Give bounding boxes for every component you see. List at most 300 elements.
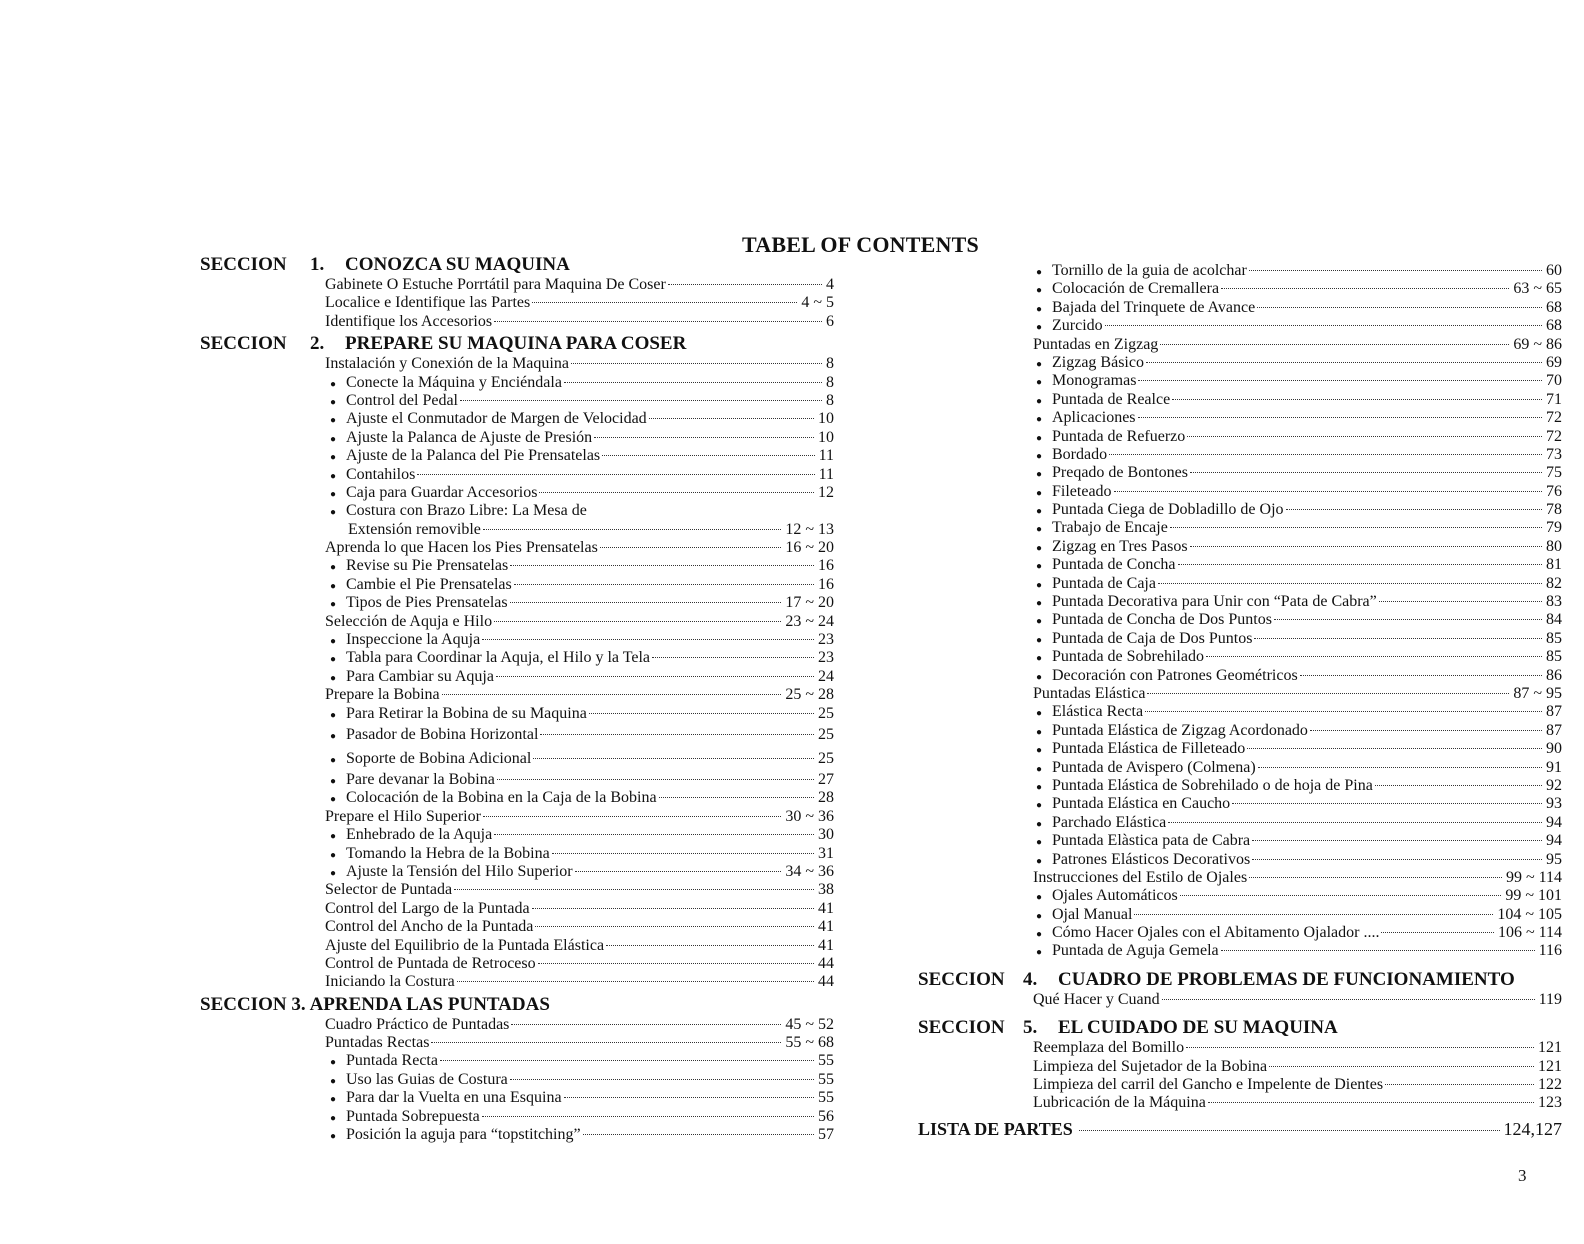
toc-entry-page: 121 [1538,1039,1562,1057]
toc-right-column [918,262,1562,1143]
toc-entry-label: Para Cambiar su Aquja [346,667,494,685]
dot-leader [494,833,814,835]
toc-entry-label: Inspeccione la Aquja [346,631,481,649]
toc-entry [918,1076,1562,1094]
toc-entry [918,1094,1562,1112]
bullet-icon: ● [330,470,337,482]
toc-entry [918,906,1562,924]
toc-entry-page: 72 [1546,409,1562,427]
toc-entry-page: 121 [1538,1057,1562,1075]
toc-entry-label: Puntada de Aguja Gemela [1052,942,1219,960]
dot-leader [540,733,814,735]
toc-entry-label: Tipos de Pies Prensatelas [346,594,508,612]
toc-entry [200,881,834,899]
bullet-icon: ● [330,794,337,806]
toc-entry-label: Ajuste la Palanca de Ajuste de Presión [346,428,593,446]
toc-entry-page: 25 [818,704,834,722]
dot-leader [483,815,781,817]
toc-entry-label: Puntada de Realce [1052,390,1171,408]
toc-entry-page: 68 [1546,317,1562,335]
toc-entry [200,918,834,936]
dot-leader [494,320,822,322]
toc-entry-page: 104 ~ 105 [1497,905,1562,923]
toc-entry-page: 55 [818,1052,834,1070]
toc-entry-label: Control del Ancho de la Puntada [325,918,534,936]
toc-entry-label: Colocación de Cremallera [1052,280,1220,298]
bullet-icon: ● [330,709,337,721]
bullet-icon: ● [1036,395,1043,407]
toc-entry-page: 45 ~ 52 [785,1015,834,1033]
toc-entry-page: 86 [1546,666,1562,684]
dot-leader [1138,416,1542,418]
bullet-icon: ● [1036,267,1043,278]
toc-entry-label: Reemplaza del Bomillo [1033,1039,1185,1057]
toc-entry-label: Puntada de Concha [1052,556,1176,574]
dot-leader [564,1096,814,1098]
toc-entry-page: 25 [818,725,834,743]
toc-entry-page: 11 [818,447,834,465]
toc-entry [918,924,1562,942]
toc-entry [918,336,1562,354]
toc-entry [200,374,834,392]
bullet-icon: ● [330,831,337,843]
toc-entry [200,955,834,973]
dot-leader [1105,324,1542,326]
dot-leader [510,601,782,603]
toc-entry [918,501,1562,519]
toc-entry [200,355,834,373]
toc-entry-label: Control de Puntada de Retroceso [325,954,536,972]
dot-leader [1180,894,1502,896]
bullet-icon: ● [330,396,337,408]
section-number: 5. [1023,1017,1038,1039]
toc-entry [918,483,1562,501]
toc-entry-label: Puntada de Refuerzo [1052,427,1186,445]
bullet-icon: ● [1036,929,1043,941]
toc-entry [918,832,1562,850]
toc-entry-label: Parchado Elástica [1052,813,1167,831]
toc-entry [200,1108,834,1126]
toc-entry [200,1034,834,1052]
bullet-icon: ● [330,580,337,592]
toc-entry-page: 28 [818,789,834,807]
toc-entry-page: 55 [818,1089,834,1107]
toc-entry-label: Uso las Guias de Costura [346,1070,508,1088]
toc-entry-page: 4 [826,276,834,293]
toc-entry-label: Extensión removible [348,520,481,538]
section-entries [200,276,834,331]
toc-entry-label: Ajuste de la Palanca del Pie Prensatelas [346,447,601,465]
toc-entry-label: Posición la aguja para “topstitching” [346,1126,581,1144]
toc-entry [918,372,1562,390]
bullet-icon: ● [330,452,337,464]
dot-leader [457,980,814,982]
dot-leader [1385,1083,1534,1085]
toc-entry-label: Limpieza del Sujetador de la Bobina [1033,1057,1268,1075]
toc-entry-page: 10 [818,428,834,446]
toc-entry [918,593,1562,611]
toc-entry-page: 85 [1546,629,1562,647]
toc-entry [200,613,834,631]
section-number: 1. [310,254,325,275]
dot-leader [1172,398,1542,400]
toc-entry [918,814,1562,832]
toc-entry [918,354,1562,372]
dot-leader [1232,802,1542,804]
toc-entry [200,447,834,465]
toc-entry-page: 30 [818,826,834,844]
toc-entry-page: 94 [1546,832,1562,850]
bullet-icon: ● [1036,377,1043,389]
dot-leader [1381,931,1493,933]
toc-entry [200,808,834,826]
dot-leader [1170,526,1542,528]
toc-entry-page: 94 [1546,813,1562,831]
toc-entry-page: 91 [1546,758,1562,776]
dot-leader [1190,545,1542,547]
toc-entry-page: 55 ~ 68 [785,1034,834,1052]
bullet-icon: ● [330,415,337,427]
toc-entry [200,747,834,771]
toc-entry-page: 81 [1546,556,1562,574]
toc-entry-label: Localice e Identifique las Partes [325,294,531,312]
toc-entry-label: Puntada Recta [346,1052,438,1070]
toc-entry-page: 24 [818,667,834,685]
toc-entry-page: 95 [1546,850,1562,868]
bullet-icon: ● [1036,947,1043,959]
toc-entry-page: 34 ~ 36 [785,862,834,880]
toc-entry-label: Ajuste la Tensión del Hilo Superior [346,862,573,880]
dot-leader [538,962,814,964]
toc-entry-label: Puntadas en Zigzag [1033,335,1159,353]
dot-leader [1249,876,1502,878]
dot-leader [552,852,814,854]
dot-leader [1114,490,1542,492]
dot-leader [1160,343,1509,345]
dot-leader [454,888,814,890]
dot-leader [535,925,814,927]
section-heading [918,969,1562,991]
bullet-icon: ● [1036,469,1043,481]
toc-entry-label: Contahilos [346,465,416,483]
dot-leader [532,907,814,909]
dot-leader [510,564,814,566]
toc-entry-label: Puntada de Avispero (Colmena) [1052,758,1256,776]
toc-entry [918,630,1562,648]
bullet-icon: ● [330,433,337,445]
toc-entry [918,1058,1562,1076]
dot-leader [1221,949,1535,951]
bullet-icon: ● [1036,414,1043,426]
toc-entry-label: Para Retirar la Bobina de su Maquina [346,704,587,722]
dot-leader [1168,821,1542,823]
toc-entry-label: Control del Pedal [346,391,458,409]
bullet-icon: ● [1036,855,1043,867]
toc-entry-page: 70 [1546,372,1562,390]
bullet-icon: ● [1036,542,1043,554]
toc-entry-label: Puntada de Caja de Dos Puntos [1052,629,1253,647]
bullet-icon: ● [1036,616,1043,628]
bullet-icon: ● [1036,671,1043,683]
toc-entry-page: 99 ~ 114 [1505,868,1562,886]
dot-leader [1109,453,1542,455]
toc-entry-page: 63 ~ 65 [1513,280,1562,298]
toc-entry-page: 83 [1546,593,1562,611]
toc-entry-page: 12 ~ 13 [785,520,834,538]
dot-leader [1310,729,1542,731]
toc-entry [918,685,1562,703]
bullet-icon: ● [1036,487,1043,499]
dot-leader [497,778,814,780]
toc-entry-label: Decoración con Patrones Geométricos [1052,666,1298,684]
dot-leader [583,1133,814,1135]
dot-leader [482,1115,814,1117]
toc-entry-page: 10 [818,410,834,428]
toc-entry-page: 72 [1546,427,1562,445]
toc-entry-page: 87 ~ 95 [1513,684,1562,702]
dot-leader [1375,784,1542,786]
section-label: SECCION [200,333,287,355]
toc-entry-page: 38 [818,881,834,899]
toc-entry-label: Preqado de Bontones [1052,464,1188,482]
toc-entry-page: 57 [818,1126,834,1144]
toc-entry [200,900,834,918]
section-label: SECCION 3. [200,993,306,1015]
toc-entry-page: 80 [1546,537,1562,555]
dot-leader [594,436,814,438]
section-title: EL CUIDADO DE SU MAQUINA [1058,1017,1338,1039]
dot-leader [1079,1129,1500,1131]
toc-entry-label: Puntadas Rectas [325,1034,430,1052]
dot-leader [1286,508,1542,510]
bullet-icon: ● [330,488,337,500]
toc-entry-label: Pare devanar la Bobina [346,770,495,788]
parts-list-entry [918,1119,1562,1143]
dot-leader [1208,1101,1534,1103]
toc-entry [918,991,1562,1009]
toc-entry-page: 23 [818,649,834,667]
toc-entry [918,611,1562,629]
bullet-icon: ● [1036,634,1043,646]
toc-entry-page: 79 [1546,519,1562,537]
dot-leader [1206,655,1542,657]
toc-entry [918,887,1562,905]
toc-entry-label: Ojales Automáticos [1052,887,1178,905]
section-label: SECCION [918,1017,1005,1039]
dot-leader [1247,747,1542,749]
toc-entry-page: 23 ~ 24 [785,612,834,630]
toc-entry-page: 87 [1546,721,1562,739]
section-heading [918,1017,1562,1039]
toc-entry [200,539,834,557]
toc-entry [918,759,1562,777]
section-number: 2. [310,333,325,355]
toc-entry [918,262,1562,280]
toc-entry-label: Zurcido [1052,317,1103,335]
toc-entry-page: 16 [818,557,834,575]
toc-entry-label: Puntada Elástica de Zigzag Acordonado [1052,721,1308,739]
section-heading [200,994,834,1016]
dot-leader [532,301,797,303]
bullet-icon: ● [1036,432,1043,444]
dot-leader [1186,1046,1534,1048]
toc-entry [200,557,834,575]
toc-entry [200,502,834,520]
toc-entry [918,869,1562,887]
dot-leader [460,399,822,401]
toc-entry [918,851,1562,869]
dot-leader [602,454,814,456]
dot-leader [1190,471,1542,473]
toc-entry-page: 41 [818,899,834,917]
toc-entry [918,942,1562,960]
dot-leader [652,656,814,658]
bullet-icon: ● [1036,800,1043,812]
toc-entry-label: Limpieza del carril del Gancho e Impelente de Dientes [1033,1076,1384,1094]
toc-entry [200,649,834,667]
dot-leader [482,638,814,640]
toc-entry-page: 41 [818,936,834,954]
toc-entry [918,428,1562,446]
toc-entry [918,464,1562,482]
toc-entry-label: Ojal Manual [1052,905,1133,923]
toc-entry [200,392,834,410]
toc-entry [918,575,1562,593]
bullet-icon: ● [330,654,337,666]
toc-entry-label: Caja para Guardar Accesorios [346,483,538,501]
dot-leader [1258,766,1542,768]
dot-leader [668,283,822,285]
toc-entry-label: Conecte la Máquina y Enciéndala [346,373,562,391]
toc-entry [200,294,834,312]
dot-leader [1300,674,1542,676]
toc-entry [200,789,834,807]
dot-leader [564,381,822,383]
toc-entry-label: Zigzag en Tres Pasos [1052,537,1188,555]
toc-entry-page: 71 [1546,390,1562,408]
section-entries [918,262,1562,961]
dot-leader [510,1078,814,1080]
toc-entry-page: 4 ~ 5 [801,294,834,312]
toc-entry [918,280,1562,298]
dot-leader [440,1059,814,1061]
bullet-icon: ● [1036,450,1043,462]
bullet-icon: ● [330,378,337,390]
toc-entry [918,409,1562,427]
toc-left-column [200,252,834,1144]
bullet-icon: ● [330,599,337,611]
section-entries [918,1039,1562,1113]
toc-entry-page: 16 ~ 20 [785,539,834,557]
toc-entry [200,410,834,428]
dot-leader [1138,379,1542,381]
bullet-icon: ● [1036,708,1043,720]
section-label: SECCION [918,968,1005,990]
bullet-icon: ● [1036,303,1043,315]
toc-entry [918,317,1562,335]
bullet-icon: ● [1036,892,1043,904]
toc-entry [200,1089,834,1107]
bullet-icon: ● [330,562,337,574]
section-title: CUADRO DE PROBLEMAS DE FUNCIONAMIENTO [1058,968,1515,990]
dot-leader [539,491,814,493]
toc-entry [200,668,834,686]
page-title: TABEL OF CONTENTS [742,232,979,257]
toc-entry [200,1016,834,1034]
toc-entry [200,686,834,704]
bullet-icon: ● [330,849,337,861]
toc-entry-page: 17 ~ 20 [785,594,834,612]
toc-entry-label: Fileteado [1052,482,1112,500]
toc-entry [200,863,834,881]
bullet-icon: ● [330,636,337,648]
toc-entry-page: 6 [826,312,834,330]
dot-leader [1257,306,1542,308]
toc-entry-page: 116 [1538,942,1562,960]
toc-entry-label: Lubricación de la Máquina [1033,1094,1206,1112]
toc-entry-label: Puntada Sobrepuesta [346,1107,480,1125]
toc-entry-page: 11 [818,465,834,483]
toc-entry-label: Puntada Ciega de Dobladillo de Ojo [1052,501,1284,519]
toc-entry-page: 84 [1546,611,1562,629]
toc-entry-label: Prepare el Hilo Superior [325,807,481,825]
dot-leader [606,944,814,946]
toc-entry-label: Identifique los Accesorios [325,312,493,330]
toc-entry-page: 73 [1546,445,1562,463]
toc-entry-label: Puntada Decorativa para Unir con “Pata de Cabra” [1052,593,1377,611]
toc-entry-page: 8 [826,391,834,409]
toc-entry-page: 92 [1546,776,1562,794]
toc-entry-label: Aprenda lo que Hacen los Pies Prensatelas [325,539,598,557]
toc-entry-label: Tabla para Coordinar la Aquja, el Hilo y la Tela [346,649,651,667]
bullet-icon: ● [1036,653,1043,665]
toc-entry-page: 41 [818,918,834,936]
dot-leader [1269,1065,1534,1067]
toc-entry [200,723,834,747]
page-number: 3 [1518,1166,1527,1185]
toc-entry-page: 23 [818,631,834,649]
toc-entry-label: Aplicaciones [1052,409,1136,427]
dot-leader [575,870,782,872]
toc-entry-label: Cuadro Práctico de Puntadas [325,1015,510,1033]
toc-entry-label: Gabinete O Estuche Porrtátil para Maquina De Coser [325,276,666,293]
toc-entry [918,556,1562,574]
bullet-icon: ● [1036,524,1043,536]
toc-entry-page: 8 [826,355,834,373]
bullet-icon: ● [330,1075,337,1087]
toc-entry-label: Costura con Brazo Libre: La Mesa de [346,502,587,520]
toc-entry [918,667,1562,685]
toc-entry-page: 93 [1546,795,1562,813]
dot-leader [1158,582,1542,584]
toc-entry [200,845,834,863]
section-heading [200,333,834,355]
toc-entry [918,519,1562,537]
toc-entry-label: Enhebrado de la Aquja [346,826,493,844]
bullet-icon: ● [1036,285,1043,297]
toc-entry-page: 25 [818,749,834,767]
toc-entry-label: Revise su Pie Prensatelas [346,557,509,575]
dot-leader [1134,913,1493,915]
dot-leader [1252,858,1542,860]
bullet-icon: ● [1036,561,1043,573]
toc-entry-label: Ajuste del Equilibrio de la Puntada Elástica [325,936,605,954]
toc-entry-label: Soporte de Bobina Adicional [346,749,532,767]
toc-entry-page: 56 [818,1107,834,1125]
section-entries [200,1016,834,1145]
toc-entry-label: Patrones Elásticos Decorativos [1052,850,1251,868]
toc-entry-page: 99 ~ 101 [1505,887,1562,905]
